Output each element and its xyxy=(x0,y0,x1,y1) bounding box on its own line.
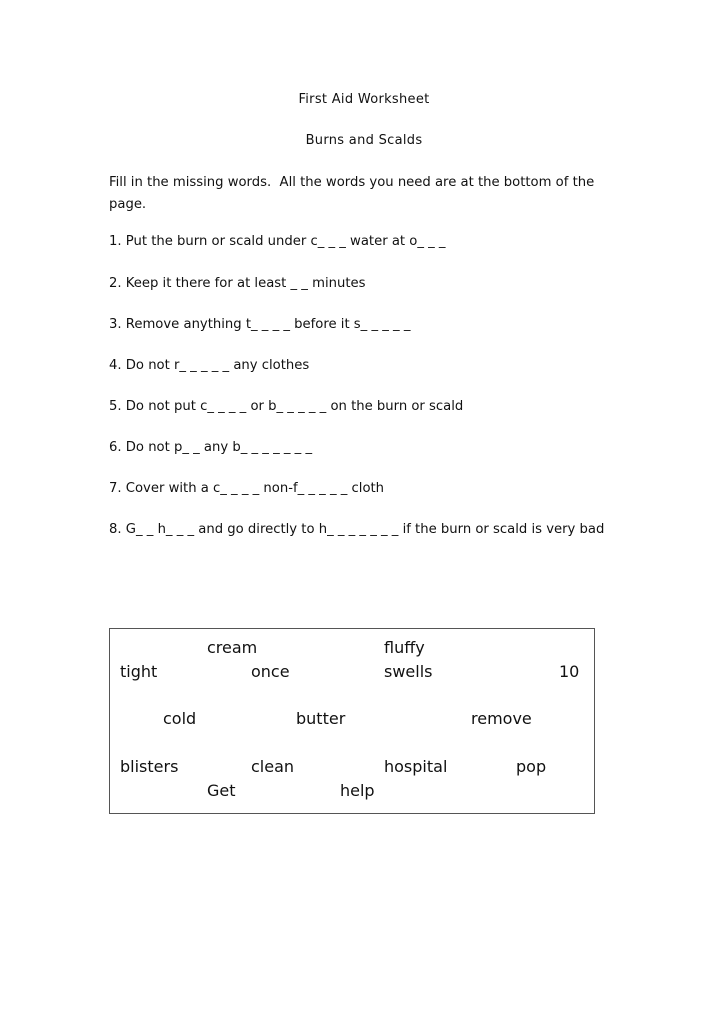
question-8: 8. G_ _ h_ _ _ and go directly to h_ _ _ _ _ _ _ if the burn or scald is very bad xyxy=(109,522,605,537)
word-bank-word: fluffy xyxy=(384,638,425,657)
word-bank-word: tight xyxy=(120,662,158,681)
page-title: First Aid Worksheet xyxy=(298,92,430,107)
word-bank-word: once xyxy=(251,662,290,681)
word-bank-word: hospital xyxy=(384,757,448,776)
question-7: 7. Cover with a c_ _ _ _ non-f_ _ _ _ _ cloth xyxy=(109,481,385,496)
question-4: 4. Do not r_ _ _ _ _ any clothes xyxy=(109,358,310,373)
word-bank-word: clean xyxy=(251,757,295,776)
word-bank-word: pop xyxy=(516,757,547,776)
question-3: 3. Remove anything t_ _ _ _ before it s_ _ _ _ _ xyxy=(109,317,411,332)
word-bank-word: cold xyxy=(163,709,197,728)
word-bank-word: remove xyxy=(471,709,532,728)
question-2: 2. Keep it there for at least _ _ minutes xyxy=(109,276,366,291)
question-5: 5. Do not put c_ _ _ _ or b_ _ _ _ _ on the burn or scald xyxy=(109,399,464,414)
word-bank-word: swells xyxy=(384,662,433,681)
question-1: 1. Put the burn or scald under c_ _ _ water at o_ _ _ xyxy=(109,234,446,249)
page-subtitle: Burns and Scalds xyxy=(305,133,423,148)
word-bank-word: butter xyxy=(296,709,346,728)
instructions-text: Fill in the missing words. All the words you need are at the bottom of the page. xyxy=(109,175,599,212)
word-bank-word: 10 xyxy=(559,662,580,681)
word-bank-word: cream xyxy=(207,638,258,657)
word-bank-word: help xyxy=(340,781,375,800)
word-bank-word: blisters xyxy=(120,757,179,776)
question-6: 6. Do not p_ _ any b_ _ _ _ _ _ _ xyxy=(109,440,313,455)
word-bank-word: Get xyxy=(207,781,236,800)
word-bank-box xyxy=(109,628,595,814)
